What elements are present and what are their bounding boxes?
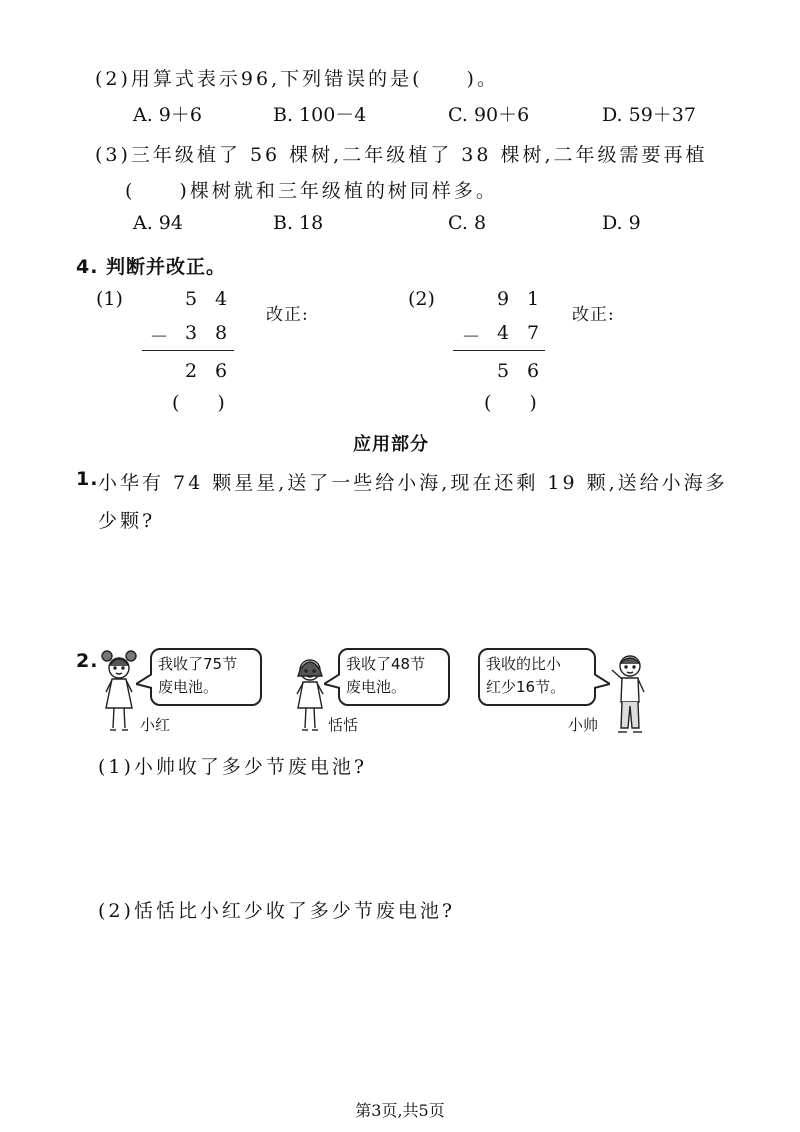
q3-option-b: B. 18 (273, 212, 324, 234)
problem-1-bottom-tens: 3 (184, 322, 198, 344)
problem-1-top-tens: 5 (184, 288, 198, 310)
speech-bubble-xiaoshuai: 我收的比小 红少16节。 (478, 648, 596, 706)
girl-xiaohong-illustration (98, 646, 140, 738)
q2-option-b: B. 100－4 (273, 104, 367, 126)
q3-option-d: D. 9 (602, 212, 641, 234)
speech-bubble-tail-xiaohong (136, 672, 152, 692)
problem-1-result-tens: 2 (184, 360, 198, 382)
problem-2-minus: － (461, 326, 481, 348)
q3-option-c: C. 8 (448, 212, 487, 234)
question-3-stem-line2: ( )棵树就和三年级植的树同样多。 (125, 180, 498, 202)
problem-1-label: (1) (96, 288, 123, 310)
q2-option-c: C. 90＋6 (448, 104, 530, 126)
q3-option-a: A. 94 (133, 212, 183, 234)
problem-2-rule (453, 350, 545, 351)
problem-2-result-ones: 6 (526, 360, 540, 382)
application-q1-line1: 小华有 74 颗星星,送了一些给小海,现在还剩 19 颗,送给小海多 (98, 472, 728, 494)
speaker-name-xiaoshuai: 小帅 (568, 716, 599, 734)
application-q1-line2: 少颗? (98, 510, 156, 532)
q2-option-d: D. 59＋37 (602, 104, 696, 126)
question-2-stem: (2)用算式表示96,下列错误的是( )。 (95, 68, 499, 90)
problem-1-top-ones: 4 (214, 288, 228, 310)
girl-tiantian-illustration (292, 652, 328, 738)
q2-option-a: A. 9＋6 (133, 104, 202, 126)
application-q2-number: 2. (76, 650, 99, 672)
problem-2-bottom-tens: 4 (496, 322, 510, 344)
problem-1-judge-bracket[interactable]: ( ) (172, 392, 225, 414)
section-4-title: 4. 判断并改正。 (76, 256, 227, 278)
speaker-name-xiaohong: 小红 (140, 716, 171, 734)
problem-2-result-tens: 5 (496, 360, 510, 382)
problem-2-judge-bracket[interactable]: ( ) (484, 392, 537, 414)
problem-2-bottom-ones: 7 (526, 322, 540, 344)
application-q2-sub1: (1)小帅收了多少节废电池? (98, 756, 368, 778)
problem-1-rule (142, 350, 234, 351)
speaker-name-tiantian: 恬恬 (328, 716, 359, 734)
problem-2-correct-label: 改正: (572, 305, 615, 325)
problem-1-bottom-ones: 8 (214, 322, 228, 344)
question-3-stem-line1: (3)三年级植了 56 棵树,二年级植了 38 棵树,二年级需要再植 (95, 144, 708, 166)
application-q2-sub2: (2)恬恬比小红少收了多少节废电池? (98, 900, 456, 922)
page-footer: 第3页,共5页 (355, 1101, 445, 1120)
problem-1-correct-label: 改正: (266, 305, 309, 325)
problem-2-label: (2) (408, 288, 435, 310)
application-q1-number: 1. (76, 468, 99, 490)
application-heading: 应用部分 (353, 434, 429, 455)
boy-xiaoshuai-illustration (606, 648, 650, 740)
problem-2-top-ones: 1 (526, 288, 540, 310)
speech-bubble-xiaohong: 我收了75节 废电池。 (150, 648, 262, 706)
problem-1-result-ones: 6 (214, 360, 228, 382)
problem-1-minus: － (149, 326, 169, 348)
speech-bubble-tiantian: 我收了48节 废电池。 (338, 648, 450, 706)
speech-bubble-tail-tiantian (324, 672, 340, 692)
problem-2-top-tens: 9 (496, 288, 510, 310)
